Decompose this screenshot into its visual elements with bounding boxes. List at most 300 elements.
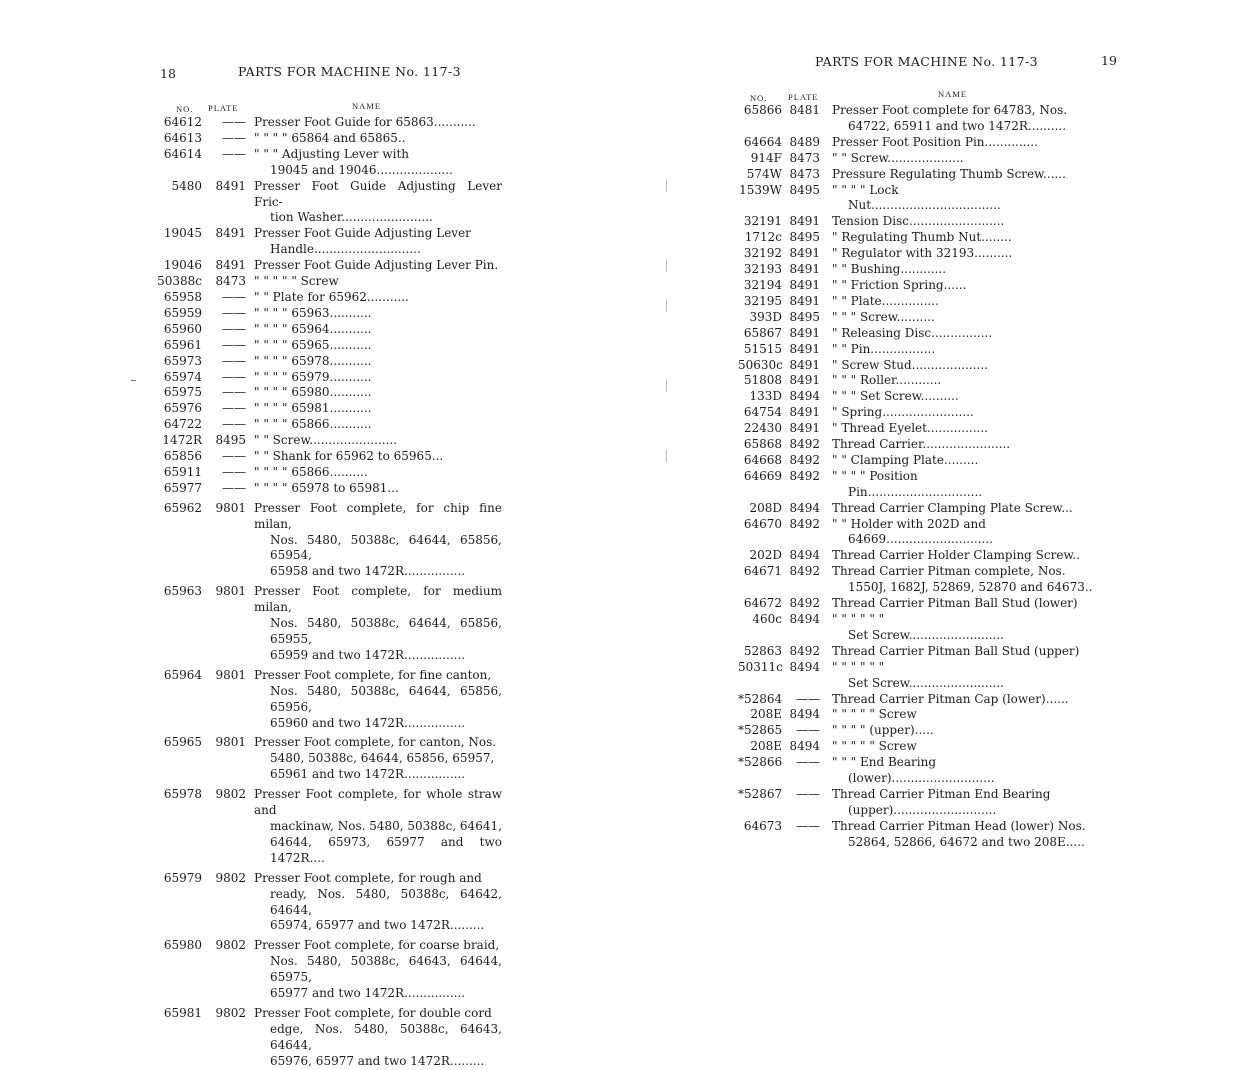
part-name-line: " " Pin................. — [832, 341, 936, 356]
part-name-line: 65974, 65977 and two 1472R......... — [270, 918, 485, 933]
plate-number: —— — [222, 305, 246, 320]
part-number: 64669 — [743, 468, 782, 483]
part-name-line: Presser Foot complete, for coarse braid, — [254, 938, 500, 953]
page-header: PARTS FOR MACHINE No. 117-3 — [815, 54, 1038, 69]
part-name — [832, 819, 1094, 851]
part-number: 65976 — [163, 401, 202, 416]
part-name — [832, 739, 1094, 755]
plate-number: —— — [222, 464, 246, 479]
part-name-line: ready, Nos. 5480, 50388c, 64642, 64644, — [270, 886, 502, 917]
table-row — [150, 871, 502, 935]
plate-number: 8494 — [789, 500, 820, 515]
part-name — [832, 278, 1094, 294]
page-number: 19 — [1101, 53, 1117, 68]
part-name — [254, 449, 502, 465]
page-header: PARTS FOR MACHINE No. 117-3 — [238, 64, 461, 79]
part-number: 65868 — [743, 437, 782, 452]
part-name-line: " " " " Lock — [832, 182, 899, 197]
part-number: 1712c — [744, 230, 782, 245]
part-name — [832, 310, 1094, 326]
part-name — [832, 787, 1094, 819]
table-row — [738, 389, 1094, 405]
part-name — [832, 660, 1094, 692]
table-row — [738, 660, 1094, 692]
table-row — [150, 1006, 502, 1070]
part-name — [254, 290, 502, 306]
part-number: 574W — [746, 166, 782, 181]
part-name-line: " " " " " " — [832, 659, 885, 674]
part-name-line: Handle............................ — [270, 242, 421, 257]
table-row — [738, 405, 1094, 421]
part-name — [832, 262, 1094, 278]
part-name — [254, 938, 502, 1002]
table-row — [150, 938, 502, 1002]
part-name — [254, 322, 502, 338]
part-name-line: Nos. 5480, 50388c, 64644, 65856, 65956, — [270, 683, 502, 714]
part-name — [832, 469, 1094, 501]
plate-number: 8492 — [789, 437, 820, 452]
plate-number: 8492 — [789, 468, 820, 483]
part-name-line: " " " " 65978 to 65981... — [254, 480, 399, 495]
plate-number: —— — [796, 691, 820, 706]
part-name — [832, 246, 1094, 262]
part-number: 51808 — [743, 373, 782, 388]
plate-number: 8494 — [789, 389, 820, 404]
table-row — [150, 179, 502, 227]
part-name-line: 52864, 52866, 64672 and two 208E..... — [848, 834, 1085, 849]
part-name-line: " " " " 65864 and 65865.. — [254, 130, 406, 145]
table-row — [738, 787, 1094, 819]
plate-number: —— — [222, 337, 246, 352]
part-name — [832, 437, 1094, 453]
plate-number: 8492 — [789, 564, 820, 579]
column-header-plate: PLATE — [788, 92, 819, 102]
part-name-line: " Screw Stud.................... — [832, 357, 988, 372]
part-number: 1472R — [162, 433, 202, 448]
part-name — [254, 735, 502, 783]
plate-number: 8481 — [789, 103, 820, 117]
part-name — [832, 405, 1094, 421]
part-name — [832, 548, 1094, 564]
part-name-line: Thread Carrier Pitman End Bearing — [832, 786, 1051, 801]
table-row — [150, 258, 502, 274]
part-name — [832, 501, 1094, 517]
part-number: 64612 — [163, 115, 202, 129]
part-number: 32192 — [743, 246, 782, 261]
part-name-line: " " " " 65980........... — [254, 385, 372, 400]
part-name-line: " " " " 65964........... — [254, 321, 372, 336]
part-name — [254, 465, 502, 481]
plate-number: —— — [222, 401, 246, 416]
table-row — [738, 548, 1094, 564]
part-name-line: " " " " (upper)..... — [832, 723, 934, 738]
plate-number: 9802 — [215, 1005, 246, 1020]
table-row — [150, 735, 502, 783]
part-number: 32193 — [743, 262, 782, 277]
part-name — [832, 453, 1094, 469]
part-number: 65963 — [163, 584, 202, 599]
part-number: 202D — [749, 548, 782, 563]
scan-mark — [131, 380, 136, 381]
table-row — [738, 596, 1094, 612]
part-name-line: Thread Carrier Pitman complete, Nos. — [832, 564, 1066, 579]
part-name — [832, 707, 1094, 723]
part-number: 65981 — [163, 1005, 202, 1020]
part-number: 65977 — [163, 480, 202, 495]
plate-number: —— — [222, 417, 246, 432]
part-number: 65958 — [163, 289, 202, 304]
part-name-line: Nos. 5480, 50388c, 64644, 65856, 65954, — [270, 532, 502, 563]
part-number: 65973 — [163, 353, 202, 368]
part-name — [254, 385, 502, 401]
part-name — [832, 421, 1094, 437]
plate-number: —— — [222, 115, 246, 129]
table-row — [150, 449, 502, 465]
plate-number: 8494 — [789, 659, 820, 674]
part-name-line: Nos. 5480, 50388c, 64643, 64644, 65975, — [270, 954, 502, 985]
part-name-line: " " " " 65978........... — [254, 353, 372, 368]
table-row — [738, 755, 1094, 787]
part-number: 914F — [750, 150, 782, 165]
part-name — [254, 787, 502, 867]
part-name-line: Nos. 5480, 50388c, 64644, 65856, 65955, — [270, 616, 502, 646]
part-name — [254, 871, 502, 935]
page-number: 18 — [160, 66, 176, 81]
part-number: 50630c — [738, 357, 783, 372]
part-name-line: Thread Carrier Pitman Ball Stud (lower) — [832, 596, 1078, 611]
parts-list — [738, 103, 1094, 851]
part-name — [254, 306, 502, 322]
table-row — [738, 501, 1094, 517]
table-row — [738, 214, 1094, 230]
part-number: 64670 — [743, 516, 782, 531]
table-row — [150, 290, 502, 306]
table-row — [150, 115, 502, 131]
part-name — [832, 596, 1094, 612]
part-number: 65866 — [743, 103, 782, 117]
plate-number: 9802 — [215, 870, 246, 885]
part-number: *52867 — [738, 786, 783, 801]
part-name-line: " Spring........................ — [832, 405, 974, 420]
part-number: *52865 — [738, 723, 783, 738]
part-name-line: Presser Foot Guide Adjusting Lever Pin. — [254, 258, 499, 273]
table-row — [738, 373, 1094, 389]
table-row — [738, 453, 1094, 469]
table-row — [150, 501, 502, 581]
part-name — [254, 481, 502, 497]
part-name — [832, 326, 1094, 342]
part-name-line: 65958 and two 1472R................ — [270, 564, 466, 579]
part-name-line: 65959 and two 1472R................ — [270, 647, 466, 662]
plate-number: 8495 — [789, 182, 820, 197]
part-name — [254, 226, 502, 258]
column-header-name: NAME — [352, 101, 382, 111]
part-name-line: " " Plate for 65962........... — [254, 289, 409, 304]
part-name — [254, 1006, 502, 1070]
plate-number: 8491 — [789, 341, 820, 356]
part-name-line: (lower)........................... — [848, 771, 995, 786]
part-name-line: tion Washer........................ — [270, 210, 433, 225]
part-name — [832, 723, 1094, 739]
part-number: 65856 — [163, 449, 202, 464]
part-number: 65965 — [163, 735, 202, 750]
plate-number: 8492 — [789, 596, 820, 611]
part-name-line: Presser Foot Guide Adjusting Lever Fric- — [254, 178, 502, 209]
parts-list — [150, 115, 502, 1070]
part-name-line: Pin.............................. — [848, 484, 983, 499]
part-name-line: " " " " " Screw — [832, 707, 917, 722]
plate-number: —— — [222, 146, 246, 161]
plate-number: 8491 — [789, 357, 820, 372]
table-row — [738, 692, 1094, 708]
part-name — [832, 167, 1094, 183]
plate-number: 8494 — [789, 739, 820, 754]
plate-number: 8473 — [789, 166, 820, 181]
part-number: 1539W — [739, 182, 782, 197]
part-name-line: " " " " 65981........... — [254, 401, 372, 416]
part-number: 22430 — [743, 421, 782, 436]
plate-number: 8491 — [789, 293, 820, 308]
table-row — [738, 358, 1094, 374]
column-header-name: NAME — [938, 89, 968, 99]
part-name — [832, 373, 1094, 389]
table-row — [738, 310, 1094, 326]
table-row — [150, 481, 502, 497]
part-name-line: " " Bushing............ — [832, 262, 947, 277]
left-page — [0, 0, 618, 1068]
table-row — [150, 385, 502, 401]
part-name — [832, 692, 1094, 708]
plate-number: 8489 — [789, 134, 820, 149]
plate-number: 8491 — [789, 214, 820, 229]
part-name — [832, 644, 1094, 660]
plate-number: 8495 — [789, 309, 820, 324]
part-number: 64722 — [163, 417, 202, 432]
part-name-line: " " " " 65866.......... — [254, 464, 368, 479]
table-row — [738, 167, 1094, 183]
part-number: 32195 — [743, 293, 782, 308]
part-name — [832, 183, 1094, 215]
part-number: 208D — [749, 500, 782, 515]
part-number: 64668 — [743, 452, 782, 467]
part-name — [254, 274, 502, 290]
table-row — [150, 322, 502, 338]
plate-number: 8491 — [789, 262, 820, 277]
part-name-line: Presser Foot complete for 64783, Nos. — [832, 103, 1068, 117]
part-name-line: Tension Disc......................... — [832, 214, 1005, 229]
plate-number: —— — [796, 818, 820, 833]
plate-number: 9801 — [215, 500, 246, 515]
part-name — [254, 338, 502, 354]
plate-number: 8495 — [215, 433, 246, 448]
part-number: 64614 — [163, 146, 202, 161]
part-name-line: 65961 and two 1472R................ — [270, 767, 466, 782]
part-number: 65960 — [163, 321, 202, 336]
plate-number: 8491 — [215, 226, 246, 241]
part-name-line: " " Clamping Plate......... — [832, 452, 979, 467]
part-name — [832, 135, 1094, 151]
part-number: 65964 — [163, 667, 202, 682]
table-row — [150, 147, 502, 179]
table-row — [738, 278, 1094, 294]
table-row — [150, 274, 502, 290]
part-name-line: 64722, 65911 and two 1472R.......... — [848, 118, 1067, 133]
table-row — [738, 707, 1094, 723]
part-name — [832, 151, 1094, 167]
plate-number: 9801 — [215, 584, 246, 599]
table-row — [738, 469, 1094, 501]
part-name — [254, 501, 502, 581]
part-number: 65975 — [163, 385, 202, 400]
plate-number: 9801 — [215, 667, 246, 682]
part-name — [254, 668, 502, 732]
part-name-line: " " " Screw.......... — [832, 309, 935, 324]
part-number: 65978 — [163, 787, 202, 802]
table-row — [738, 342, 1094, 358]
part-name — [832, 358, 1094, 374]
table-row — [738, 819, 1094, 851]
part-name-line: " " " " " Screw — [832, 739, 917, 754]
part-number: 65911 — [163, 464, 202, 479]
part-name-line: 1550J, 1682J, 52869, 52870 and 64673.. — [848, 580, 1093, 595]
part-name-line: (upper)........................... — [848, 802, 997, 817]
part-name-line: 65976, 65977 and two 1472R......... — [270, 1053, 485, 1068]
part-name-line: " " " " Position — [832, 468, 918, 483]
part-name-line: " Thread Eyelet................ — [832, 421, 988, 436]
table-row — [738, 135, 1094, 151]
plate-number: —— — [796, 723, 820, 738]
table-row — [738, 437, 1094, 453]
plate-number: 9802 — [215, 787, 246, 802]
part-number: 51515 — [743, 341, 782, 356]
table-row — [738, 183, 1094, 215]
table-row — [150, 131, 502, 147]
table-row — [738, 262, 1094, 278]
plate-number: 8491 — [215, 258, 246, 273]
part-name-line: " " " " 65866........... — [254, 417, 372, 432]
table-row — [738, 612, 1094, 644]
part-name — [832, 564, 1094, 596]
part-name-line: Thread Carrier....................... — [832, 437, 1011, 452]
part-name-line: " Regulator with 32193.......... — [832, 246, 1013, 261]
part-name — [254, 115, 502, 131]
part-number: 32194 — [743, 277, 782, 292]
part-number: 5480 — [171, 178, 202, 193]
plate-number: 8492 — [789, 516, 820, 531]
table-row — [150, 306, 502, 322]
part-number: 50388c — [157, 274, 202, 289]
part-name — [254, 147, 502, 179]
part-name-line: Pressure Regulating Thumb Screw...... — [832, 166, 1066, 181]
part-name-line: 19045 and 19046.................... — [270, 162, 453, 177]
part-number: 65961 — [163, 337, 202, 352]
plate-number: —— — [222, 449, 246, 464]
part-number: 19046 — [163, 258, 202, 273]
part-name-line: 65977 and two 1472R................ — [270, 986, 466, 1001]
part-name-line: Thread Carrier Clamping Plate Screw... — [832, 500, 1073, 515]
part-name-line: Presser Foot complete, for chip fine milan, — [254, 500, 502, 531]
column-header-plate: PLATE — [208, 103, 239, 113]
plate-number: —— — [222, 369, 246, 384]
part-name-line: 64669............................ — [848, 532, 993, 547]
table-row — [738, 723, 1094, 739]
plate-number: 9801 — [215, 735, 246, 750]
plate-number: 8491 — [215, 178, 246, 193]
table-row — [150, 668, 502, 732]
plate-number: 8491 — [789, 246, 820, 261]
part-number: 64673 — [743, 818, 782, 833]
part-name-line: Thread Carrier Holder Clamping Screw.. — [832, 548, 1080, 563]
part-name — [254, 417, 502, 433]
table-row — [150, 417, 502, 433]
table-row — [150, 584, 502, 664]
plate-number: 8491 — [789, 405, 820, 420]
part-number: 65974 — [163, 369, 202, 384]
table-row — [738, 294, 1094, 310]
table-row — [738, 103, 1094, 135]
part-number: 64672 — [743, 596, 782, 611]
table-row — [150, 226, 502, 258]
part-name — [254, 258, 502, 274]
part-number: 65979 — [163, 870, 202, 885]
table-row — [150, 787, 502, 867]
table-row — [738, 421, 1094, 437]
plate-number: —— — [222, 480, 246, 495]
part-name — [832, 103, 1094, 135]
plate-number: 8494 — [789, 612, 820, 626]
plate-number: 8492 — [789, 452, 820, 467]
part-name — [254, 584, 502, 664]
table-row — [738, 326, 1094, 342]
part-name-line: Set Screw......................... — [848, 627, 1004, 642]
part-name-line: " " Screw....................... — [254, 433, 398, 448]
part-name — [254, 131, 502, 147]
plate-number: —— — [222, 385, 246, 400]
part-number: 64664 — [743, 134, 782, 149]
part-name-line: Presser Foot complete, for rough and — [254, 870, 482, 885]
part-number: 133D — [749, 389, 782, 404]
plate-number: 8494 — [789, 548, 820, 563]
part-name-line: " " " " " Screw — [254, 274, 339, 289]
part-name-line: " " Holder with 202D and — [832, 516, 986, 531]
part-name-line: Presser Foot Guide for 65863........... — [254, 115, 476, 129]
part-name — [832, 294, 1094, 310]
table-row — [150, 354, 502, 370]
part-name-line: Set Screw......................... — [848, 675, 1004, 690]
table-row — [150, 401, 502, 417]
part-name-line: Presser Foot complete, for double cord — [254, 1005, 492, 1020]
table-row — [738, 644, 1094, 660]
part-number: 50311c — [738, 659, 783, 674]
part-number: 65962 — [163, 500, 202, 515]
part-name — [254, 370, 502, 386]
plate-number: 8473 — [215, 274, 246, 289]
plate-number: —— — [222, 353, 246, 368]
part-number: 65959 — [163, 305, 202, 320]
part-number: 52863 — [743, 643, 782, 658]
part-name-line: Presser Foot Guide Adjusting Lever — [254, 226, 471, 241]
part-name-line: " Releasing Disc................ — [832, 325, 993, 340]
part-number: 393D — [749, 309, 782, 324]
table-row — [150, 338, 502, 354]
part-name-line: edge, Nos. 5480, 50388c, 64643, 64644, — [270, 1021, 502, 1052]
plate-number: —— — [222, 289, 246, 304]
part-name-line: Thread Carrier Pitman Head (lower) Nos. — [832, 818, 1086, 833]
part-name-line: Presser Foot complete, for fine canton, — [254, 667, 492, 682]
part-name-line: 5480, 50388c, 64644, 65856, 65957, — [270, 751, 495, 766]
part-name-line: Presser Foot complete, for medium milan, — [254, 584, 502, 615]
part-name — [832, 214, 1094, 230]
